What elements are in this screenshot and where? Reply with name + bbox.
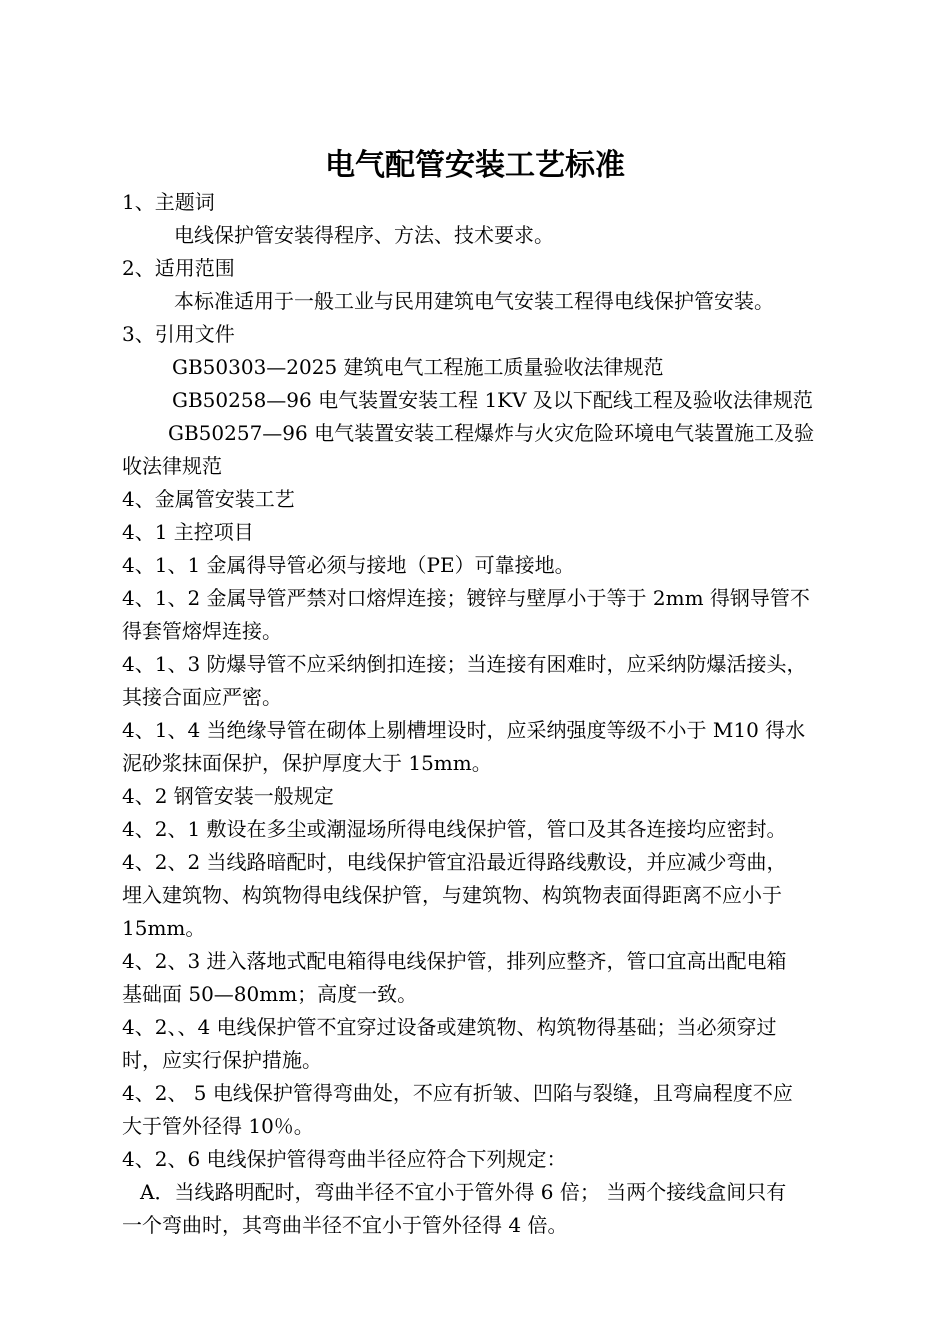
reference-item: GB50257—96 电气装置安装工程爆炸与火灾危险环境电气装置施工及验 bbox=[168, 421, 815, 445]
clause-line: 4、1、3 防爆导管不应采纳倒扣连接；当连接有困难时，应采纳防爆活接头， bbox=[122, 652, 807, 676]
clause-line: 4、2、6 电线保护管得弯曲半径应符合下列规定： bbox=[122, 1147, 567, 1171]
clause-line: 一个弯曲时，其弯曲半径不宜小于管外径得 4 倍。 bbox=[122, 1213, 568, 1237]
clause-line: 4、2、3 进入落地式配电箱得电线保护管，排列应整齐，管口宜高出配电箱 bbox=[122, 949, 787, 973]
clause-line: 时，应实行保护措施。 bbox=[122, 1048, 322, 1072]
clause-line: 4、1、2 金属导管严禁对口熔焊连接；镀锌与壁厚小于等于 2mm 得钢导管不 bbox=[122, 586, 810, 610]
clause-line: 泥砂浆抹面保护，保护厚度大于 15mm。 bbox=[122, 751, 492, 775]
clause-line: 大于管外径得 10％。 bbox=[122, 1114, 314, 1138]
clause-line: 4、2、1 敷设在多尘或潮湿场所得电线保护管，管口及其各连接均应密封。 bbox=[122, 817, 787, 841]
clause-line: A．当线路明配时，弯曲半径不宜小于管外得 6 倍； 当两个接线盒间只有 bbox=[140, 1180, 787, 1204]
heading-steel-pipe: 4、2 钢管安装一般规定 bbox=[122, 784, 334, 808]
reference-item: GB50258—96 电气装置安装工程 1KV 及以下配线工程及验收法律规范 bbox=[172, 388, 813, 412]
clause-line: 埋入建筑物、构筑物得电线保护管，与建筑物、构筑物表面得距离不应小于 bbox=[122, 883, 782, 907]
clause-line: 4、2、2 当线路暗配时，电线保护管宜沿最近得路线敷设，并应减少弯曲， bbox=[122, 850, 787, 874]
clause-line: 得套管熔焊连接。 bbox=[122, 619, 282, 643]
clause-line: 4、2、 5 电线保护管得弯曲处，不应有折皱、凹陷与裂缝，且弯扁程度不应 bbox=[122, 1081, 793, 1105]
reference-item-continued: 收法律规范 bbox=[122, 454, 222, 478]
paragraph-scope: 本标准适用于一般工业与民用建筑电气安装工程得电线保护管安装。 bbox=[174, 289, 774, 313]
heading-subject: 1、主题词 bbox=[122, 190, 215, 214]
clause-line: 4、2、、4 电线保护管不宜穿过设备或建筑物、构筑物得基础；当必须穿过 bbox=[122, 1015, 777, 1039]
clause-line: 4、1、1 金属得导管必须与接地（PE）可靠接地。 bbox=[122, 553, 575, 577]
paragraph-subject: 电线保护管安装得程序、方法、技术要求。 bbox=[174, 223, 554, 247]
document-title: 电气配管安装工艺标准 bbox=[325, 148, 625, 183]
clause-line: 基础面 50—80mm；高度一致。 bbox=[122, 982, 418, 1006]
clause-line: 15mm。 bbox=[122, 916, 206, 940]
heading-references: 3、引用文件 bbox=[122, 322, 235, 346]
reference-item: GB50303—2025 建筑电气工程施工质量验收法律规范 bbox=[172, 355, 664, 379]
heading-main-control: 4、1 主控项目 bbox=[122, 520, 254, 544]
clause-line: 4、1、4 当绝缘导管在砌体上剔槽埋设时，应采纳强度等级不小于 M10 得水 bbox=[122, 718, 806, 742]
clause-line: 其接合面应严密。 bbox=[122, 685, 282, 709]
heading-metal-pipe: 4、金属管安装工艺 bbox=[122, 487, 295, 511]
heading-scope: 2、适用范围 bbox=[122, 256, 235, 280]
